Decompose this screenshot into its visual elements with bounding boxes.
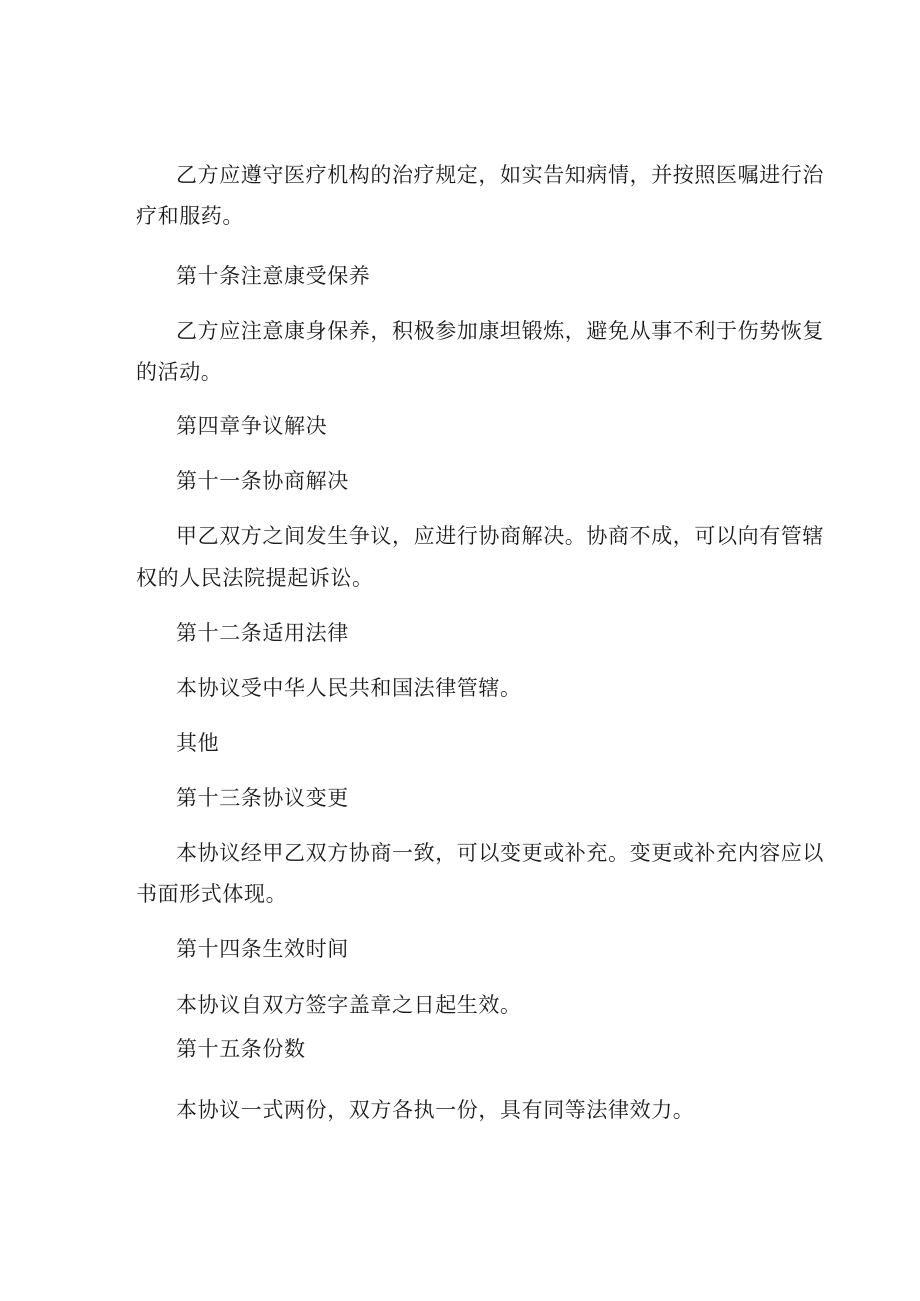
paragraph-line: 本协议自双方签字盖章之日起生效。 (176, 993, 522, 1017)
article-heading: 第十四条生效时间 (176, 937, 349, 961)
article-heading: 第十一条协商解决 (176, 469, 349, 493)
paragraph-line: 的活动。 (136, 360, 223, 384)
paragraph-line: 书面形式体现。 (136, 882, 288, 906)
chapter-heading: 第四章争议解决 (176, 414, 328, 438)
paragraph-line: 乙方应遵守医疗机构的治疗规定，如实告知病情，并按照医嘱进行治 (176, 163, 824, 187)
paragraph-line: 乙方应注意康身保养，积极参加康坦锻炼，避免从事不利于伤势恢复 (176, 319, 824, 343)
article-heading: 第十条注意康受保养 (176, 264, 371, 288)
paragraph-line: 疗和服药。 (136, 204, 244, 228)
paragraph-line: 本协议受中华人民共和国法律管辖。 (176, 676, 522, 700)
paragraph-line: 本协议一式两份，双方各执一份，具有同等法律效力。 (176, 1098, 695, 1122)
paragraph-line: 权的人民法院提起诉讼。 (136, 566, 374, 590)
article-heading: 第十三条协议变更 (176, 786, 349, 810)
paragraph-line: 甲乙双方之间发生争议，应进行协商解决。协商不成，可以向有管辖 (176, 524, 824, 548)
paragraph-line: 本协议经甲乙双方协商一致，可以变更或补充。变更或补充内容应以 (176, 841, 824, 865)
chapter-heading: 其他 (176, 731, 220, 755)
article-heading: 第十五条份数 (176, 1037, 306, 1061)
article-heading: 第十二条适用法律 (176, 621, 349, 645)
